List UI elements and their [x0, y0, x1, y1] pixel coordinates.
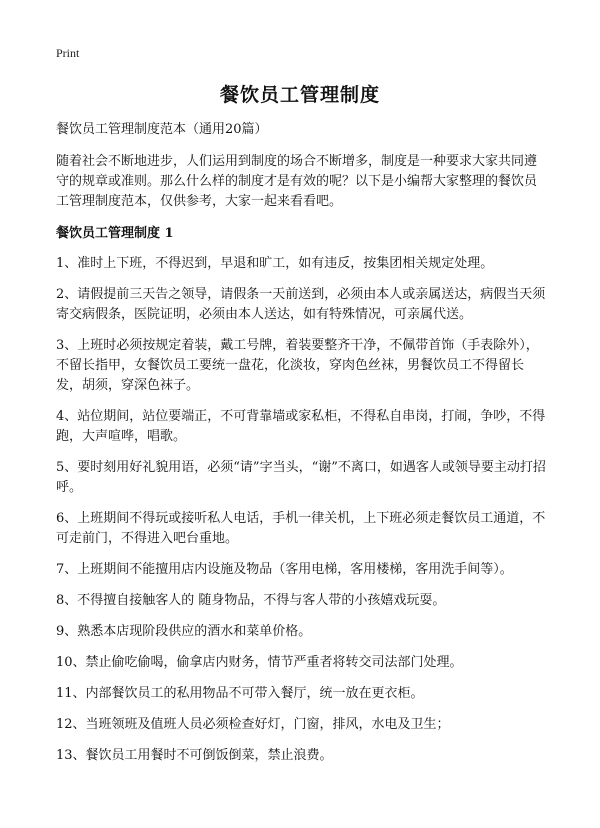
print-label: Print [56, 46, 80, 60]
rule-item: 11、内部餐饮员工的私用物品不可带入餐厅，统一放在更衣柜。 [56, 686, 424, 701]
intro-paragraph: 随着社会不断地进步，人们运用到制度的场合不断增多，制度是一种要求大家共同遵守的规章或准则。那么什么样的制度才是有效的呢？以下是小编帮大家整理的餐饮员工管理制度范本，仅供参考，大家一起来看看吧。 [56, 154, 538, 209]
rule-item: 6、上班期间不得玩或接听私人电话，手机一律关机，上下班必须走餐饮员工通道，不可走前门，不得进入吧台重地。 [56, 511, 546, 546]
rule-item: 1、准时上下班，不得迟到，早退和旷工，如有违反，按集团相关规定处理。 [56, 256, 494, 271]
rule-item: 10、禁止偷吃偷喝，偷拿店内财务，情节严重者将转交司法部门处理。 [56, 655, 463, 670]
rule-item: 7、上班期间不能擅用店内设施及物品（客用电梯，客用楼梯，客用洗手间等）。 [56, 562, 513, 577]
rule-item: 4、站位期间，站位要端正，不可背靠墙或家私柜，不得私自串岗，打闹，争吵，不得跑，大声喧哗，唱歌。 [56, 409, 546, 444]
rule-item: 9、熟悉本店现阶段供应的酒水和菜单价格。 [56, 624, 312, 639]
document-body [56, 120, 548, 777]
rule-item: 13、餐饮员工用餐时不可倒饭倒菜，禁止浪费。 [56, 748, 333, 763]
rule-item: 12、当班领班及值班人员必须检查好灯，门窗，排风，水电及卫生； [56, 717, 450, 732]
section-heading: 餐饮员工管理制度 1 [56, 226, 174, 241]
rule-item: 3、上班时必须按规定着装，戴工号牌，着装要整齐干净，不佩带首饰（手表除外），不留长指甲，女餐饮员工要统一盘花，化淡妆，穿肉色丝袜，男餐饮员工不得留长发，胡须，穿深色袜子。 [56, 338, 539, 393]
rule-item: 2、请假提前三天告之领导，请假条一天前送到，必须由本人或亲属送达，病假当天须寄交病假条，医院证明，必须由本人送达，如有特殊情况，可亲属代送。 [56, 287, 546, 322]
rule-item: 5、要时刻用好礼貌用语，必须“请”字当头，“谢”不离口，如遇客人或领导要主动打招呼。 [56, 460, 546, 495]
document-subtitle: 餐饮员工管理制度范本（通用20篇） [56, 122, 268, 137]
page-title: 餐饮员工管理制度 [219, 84, 380, 106]
rule-item: 8、不得擅自接触客人的 随身物品，不得与客人带的小孩嬉戏玩耍。 [56, 593, 446, 608]
